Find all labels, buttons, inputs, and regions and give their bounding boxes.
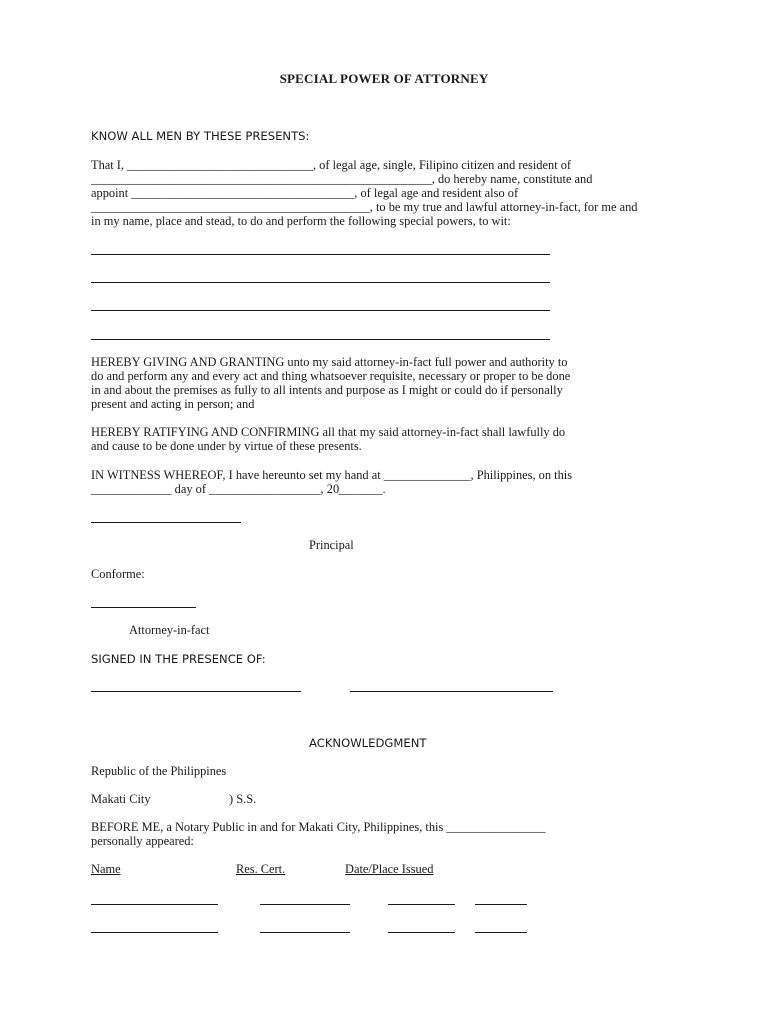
- principal-label: Principal: [309, 538, 354, 552]
- para2-line3: in and about the premises as fully to all intents and purpose as I might or could do if personally: [91, 383, 563, 397]
- witness-1-signature-line: [91, 691, 301, 692]
- para4-line2: _____________ day of __________________, 20_______.: [91, 482, 386, 496]
- table-row-1-place-line: [475, 904, 527, 905]
- table-header-name: Name: [91, 862, 121, 876]
- city-label: Makati City: [91, 792, 151, 806]
- principal-signature-line: [91, 522, 241, 523]
- table-row-1-res-cert-line: [260, 904, 350, 905]
- conforme-label: Conforme:: [91, 567, 145, 581]
- powers-blank-line-1: [91, 254, 550, 255]
- para1-line2: _______________________________________________________, do hereby name, constitute and: [91, 172, 593, 186]
- para1-line4: _____________________________________________, to be my true and lawful attorney-in-fact, for me and: [91, 200, 638, 214]
- table-row-1-name-line: [91, 904, 218, 905]
- para3-line2: and cause to be done under by virtue of these presents.: [91, 439, 362, 453]
- acknowledgment-title: ACKNOWLEDGMENT: [309, 736, 427, 750]
- para1-line5: in my name, place and stead, to do and perform the following special powers, to wit:: [91, 214, 511, 228]
- para3-line1: HEREBY RATIFYING AND CONFIRMING all that my said attorney-in-fact shall lawfully do: [91, 425, 566, 439]
- para2-line4: present and acting in person; and: [91, 397, 255, 411]
- intro-heading: KNOW ALL MEN BY THESE PRESENTS:: [91, 129, 310, 143]
- table-header-res-cert: Res. Cert.: [236, 862, 286, 876]
- para4-line1: IN WITNESS WHEREOF, I have hereunto set my hand at ______________, Philippines, on this: [91, 468, 573, 482]
- table-row-2-res-cert-line: [260, 932, 350, 933]
- before-me-line1: BEFORE ME, a Notary Public in and for Makati City, Philippines, this ________________: [91, 820, 546, 834]
- powers-blank-line-3: [91, 310, 550, 311]
- republic-label: Republic of the Philippines: [91, 764, 227, 778]
- before-me-line2: personally appeared:: [91, 834, 194, 848]
- para1-line1: That I, ______________________________, of legal age, single, Filipino citizen and resident of: [91, 158, 572, 172]
- signed-presence-heading: SIGNED IN THE PRESENCE OF:: [91, 652, 266, 666]
- powers-blank-line-2: [91, 282, 550, 283]
- attorney-signature-line: [91, 607, 196, 608]
- table-row-2-place-line: [475, 932, 527, 933]
- para1-line3: appoint ____________________________________, of legal age and resident also of: [91, 186, 519, 200]
- table-row-1-date-line: [388, 904, 455, 905]
- table-header-date-place: Date/Place Issued: [345, 862, 434, 876]
- witness-2-signature-line: [350, 691, 553, 692]
- document-title: SPECIAL POWER OF ATTORNEY: [279, 71, 489, 86]
- table-row-2-name-line: [91, 932, 218, 933]
- attorney-label: Attorney-in-fact: [129, 623, 210, 637]
- ss-label: ) S.S.: [229, 792, 257, 806]
- para2-line2: do and perform any and every act and thing whatsoever requisite, necessary or proper to be done: [91, 369, 571, 383]
- para2-line1: HEREBY GIVING AND GRANTING unto my said attorney-in-fact full power and authority to: [91, 355, 568, 369]
- powers-blank-line-4: [91, 339, 550, 340]
- table-row-2-date-line: [388, 932, 455, 933]
